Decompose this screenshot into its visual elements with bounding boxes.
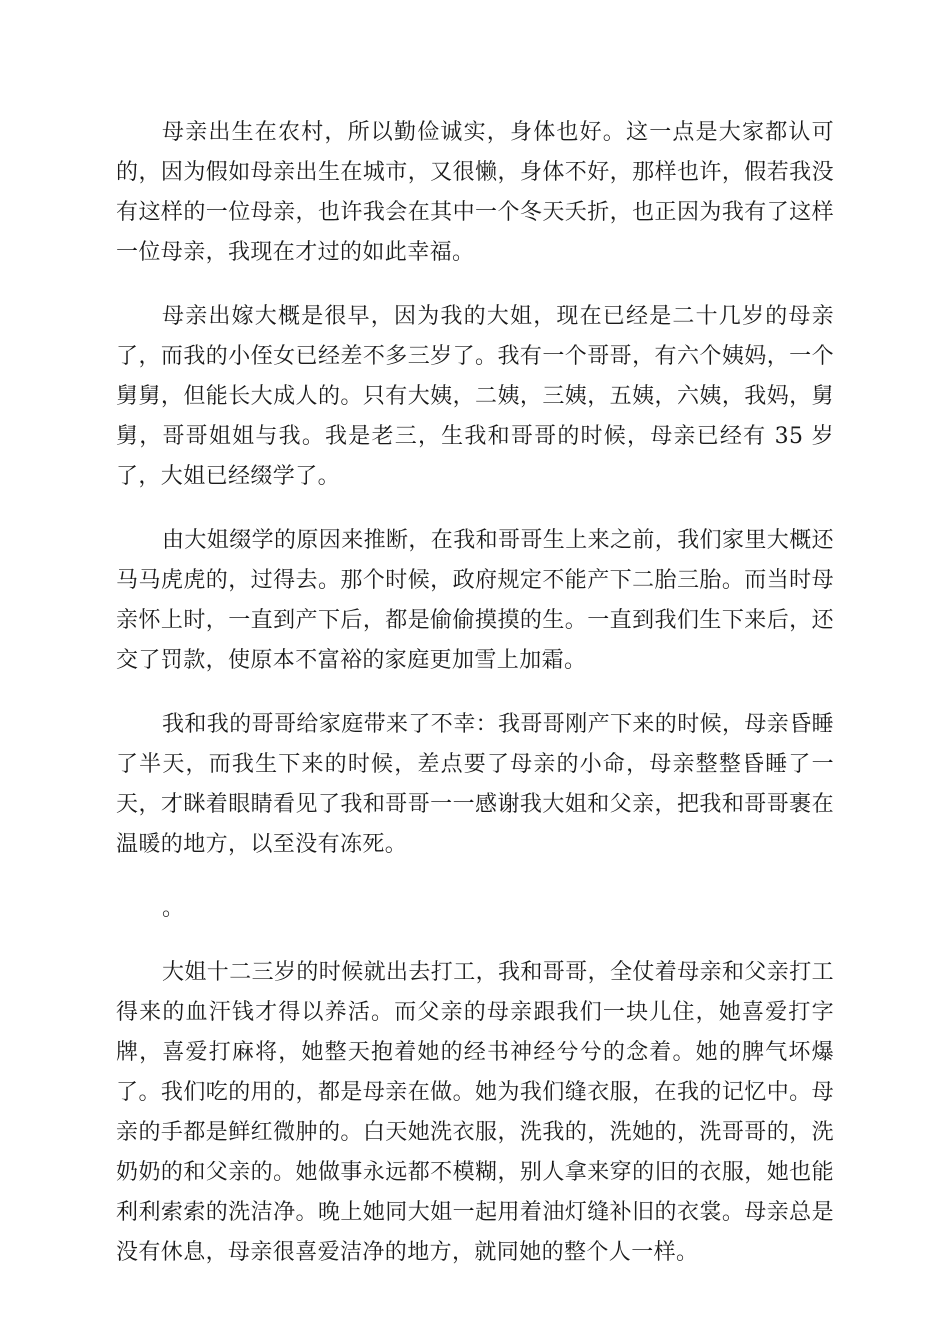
paragraph-2: 母亲出嫁大概是很早，因为我的大姐，现在已经是二十几岁的母亲了，而我的小侄女已经差不多三岁了。我有一个哥哥，有六个姨妈，一个舅舅，但能长大成人的。只有大姨，二姨，三姨，五姨，六姨，我妈，舅舅，哥哥姐姐与我。我是老三，生我和哥哥的时候，母亲已经有 35 岁了，大姐已经缀学了。 xyxy=(116,304,834,489)
document-body xyxy=(116,113,834,1273)
paragraph-1: 母亲出生在农村，所以勤俭诚实，身体也好。这一点是大家都认可的，因为假如母亲出生在城市，又很懒，身体不好，那样也许，假若我没有这样的一位母亲，也许我会在其中一个冬天夭折，也正因为我有了这样一位母亲，我现在才过的如此幸福。 xyxy=(116,120,834,265)
paragraph-6: 大姐十二三岁的时候就出去打工，我和哥哥，全仗着母亲和父亲打工得来的血汗钱才得以养活。而父亲的母亲跟我们一块儿住，她喜爱打字牌，喜爱打麻将，她整天抱着她的经书神经兮兮的念着。她的脾气坏爆了。我们吃的用的，都是母亲在做。她为我们缝衣服，在我的记忆中。母亲的手都是鲜红微肿的。白天她洗衣服，洗我的，洗她的，洗哥哥的，洗奶奶的和父亲的。她做事永远都不模糊，别人拿来穿的旧的衣服，她也能利利索索的洗洁净。晚上她同大姐一起用着油灯缝补旧的衣裳。母亲总是没有休息，母亲很喜爱洁净的地方，就同她的整个人一样。 xyxy=(116,960,835,1265)
paragraph-3: 由大姐缀学的原因来推断，在我和哥哥生上来之前，我们家里大概还马马虎虎的，过得去。那个时候，政府规定不能产下二胎三胎。而当时母亲怀上时，一直到产下后，都是偷偷摸摸的生。一直到我们生下来后，还交了罚款，使原本不富裕的家庭更加雪上加霜。 xyxy=(116,528,835,673)
paragraph-4: 我和我的哥哥给家庭带来了不幸：我哥哥刚产下来的时候，母亲昏睡了半天，而我生下来的时候，差点要了母亲的小命，母亲整整昏睡了一天，才眯着眼睛看见了我和哥哥一一感谢我大姐和父亲，把我和哥哥裹在温暖的地方，以至没有冻死。 xyxy=(116,712,835,857)
paragraph-5: 。 xyxy=(162,896,185,921)
